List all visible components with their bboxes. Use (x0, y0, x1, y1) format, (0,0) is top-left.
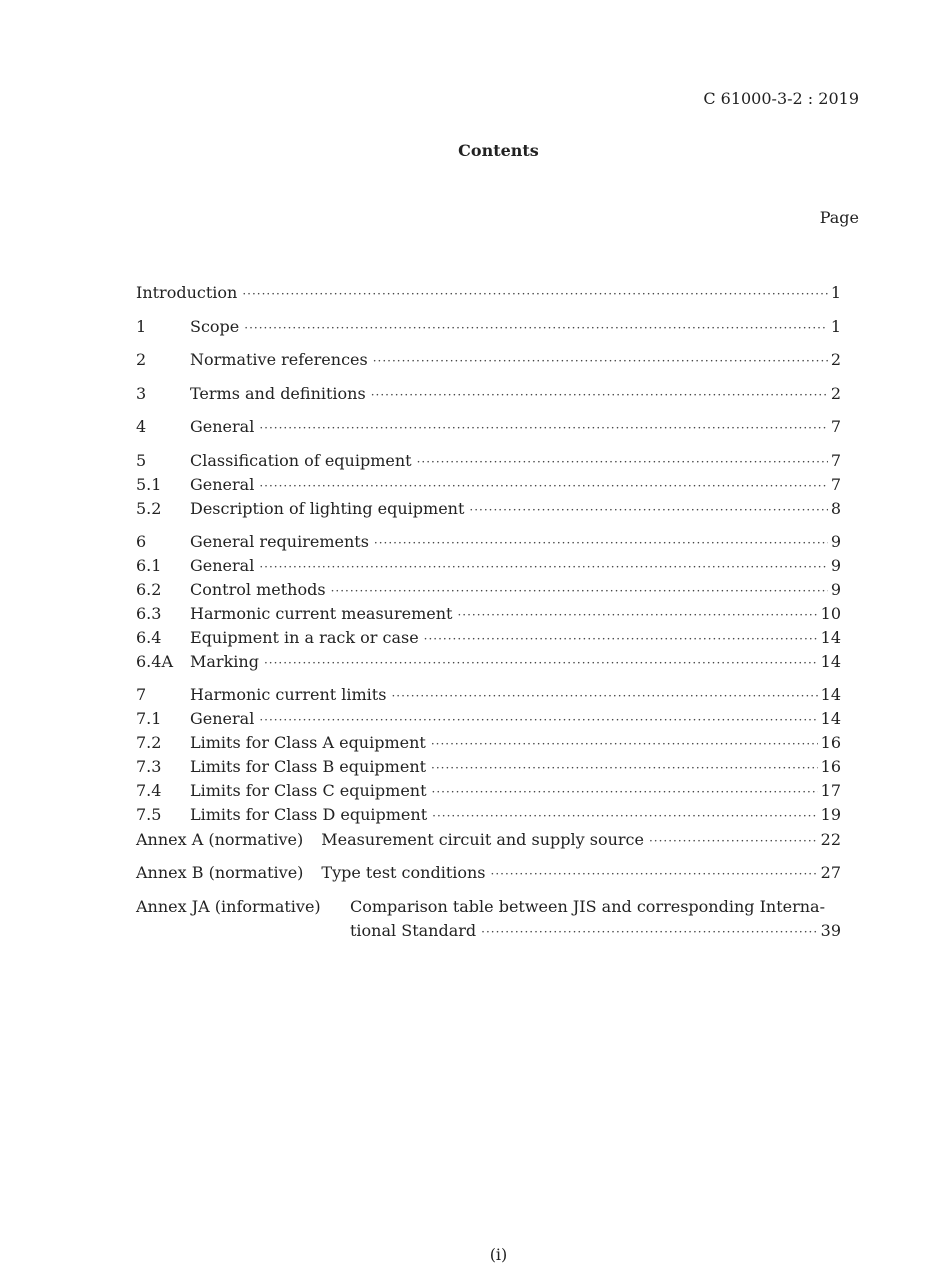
toc-entry-classification[interactable] (136, 450, 841, 472)
toc-leader-dots (242, 283, 827, 305)
toc-entry-page: 10 (820, 604, 841, 623)
toc-entry-title: Introduction (136, 283, 238, 302)
toc-leader-dots (373, 350, 828, 372)
toc-entry-page: 14 (820, 628, 841, 647)
document-number: C 61000-3-2 : 2019 (703, 89, 859, 108)
toc-entry-class-d-limits[interactable] (136, 804, 841, 826)
toc-entry-title: Description of lighting equipment (190, 499, 465, 518)
toc-entry-5-1-general[interactable] (136, 474, 841, 496)
toc-entry-number: 6.3 (136, 604, 162, 623)
toc-entry-class-a-limits[interactable] (136, 732, 841, 754)
toc-entry-general-requirements[interactable] (136, 531, 841, 553)
toc-entry-page: 16 (820, 733, 841, 752)
toc-entry-number: 7.3 (136, 757, 162, 776)
footer-page-number: (i) (489, 1245, 508, 1264)
toc-entry-general[interactable] (136, 416, 841, 438)
toc-entry-title: Limits for Class A equipment (190, 733, 426, 752)
contents-title: Contents (458, 141, 539, 160)
toc-entry-title: Limits for Class C equipment (190, 781, 427, 800)
toc-entry-page: 9 (830, 580, 841, 599)
toc-entry-number: 6 (136, 532, 147, 551)
toc-leader-dots (432, 781, 818, 803)
toc-entry-number: 6.4 (136, 628, 162, 647)
toc-entry-number: 1 (136, 317, 147, 336)
toc-entry-page: 17 (820, 781, 841, 800)
toc-entry-title-continued: tional Standard (350, 921, 477, 940)
page-column-label: Page (819, 208, 859, 227)
toc-entry-page: 27 (820, 863, 841, 882)
toc-leader-dots (259, 556, 827, 578)
toc-entry-title: Harmonic current limits (190, 685, 387, 704)
toc-entry-introduction[interactable] (136, 282, 841, 304)
toc-leader-dots (481, 921, 818, 943)
toc-entry-page: 7 (830, 475, 841, 494)
toc-entry-title: General (190, 709, 255, 728)
toc-entry-number: 5 (136, 451, 147, 470)
toc-entry-title: Scope (190, 317, 240, 336)
toc-entry-page: 7 (830, 417, 841, 436)
toc-entry-page: 22 (820, 830, 841, 849)
toc-entry-page: 2 (830, 384, 841, 403)
toc-entry-number: 7.4 (136, 781, 162, 800)
toc-entry-title: Harmonic current measurement (190, 604, 453, 623)
toc-entry-lighting-equipment[interactable] (136, 498, 841, 520)
toc-entry-page: 9 (830, 556, 841, 575)
toc-entry-page: 14 (820, 652, 841, 671)
toc-entry-title: Normative references (190, 350, 368, 369)
toc-entry-page: 2 (830, 350, 841, 369)
toc-entry-number: 6.2 (136, 580, 162, 599)
toc-leader-dots (244, 317, 828, 339)
toc-entry-page: 14 (820, 709, 841, 728)
toc-entry-number: 7.1 (136, 709, 162, 728)
toc-entry-page: 16 (820, 757, 841, 776)
toc-annex-label: Annex JA (informative) (136, 897, 321, 916)
toc-leader-dots (264, 652, 818, 674)
toc-entry-title: Limits for Class B equipment (190, 757, 427, 776)
toc-entry-harmonic-limits[interactable] (136, 684, 841, 706)
toc-entry-number: 6.1 (136, 556, 162, 575)
toc-entry-title: General requirements (190, 532, 369, 551)
toc-entry-number: 7.2 (136, 733, 162, 752)
toc-entry-page: 19 (820, 805, 841, 824)
toc-leader-dots (259, 417, 827, 439)
toc-entry-title: Control methods (190, 580, 326, 599)
toc-leader-dots (374, 532, 828, 554)
toc-entry-title: Comparison table between JIS and corresponding Interna- (350, 897, 825, 916)
toc-entry-7-1-general[interactable] (136, 708, 841, 730)
toc-leader-dots (371, 384, 828, 406)
toc-annex-label: Annex A (normative) (136, 830, 304, 849)
toc-entry-annex-ja-line2 (350, 920, 841, 942)
toc-entry-6-1-general[interactable] (136, 555, 841, 577)
toc-entry-control-methods[interactable] (136, 579, 841, 601)
toc-entry-number: 7.5 (136, 805, 162, 824)
toc-entry-annex-ja-line1 (136, 896, 841, 918)
toc-entry-rack-or-case[interactable] (136, 627, 841, 649)
toc-leader-dots (457, 604, 817, 626)
toc-entry-normative-references[interactable] (136, 349, 841, 371)
toc-entry-title: Equipment in a rack or case (190, 628, 419, 647)
toc-leader-dots (417, 451, 828, 473)
toc-leader-dots (259, 709, 817, 731)
toc-entry-title: General (190, 417, 255, 436)
toc-leader-dots (469, 499, 827, 521)
toc-leader-dots (649, 830, 818, 852)
toc-entry-terms-and-definitions[interactable] (136, 383, 841, 405)
toc-entry-class-b-limits[interactable] (136, 756, 841, 778)
toc-entry-number: 3 (136, 384, 147, 403)
toc-entry-page: 1 (830, 317, 841, 336)
toc-leader-dots (432, 805, 818, 827)
toc-entry-title: Limits for Class D equipment (190, 805, 428, 824)
toc-entry-page: 9 (830, 532, 841, 551)
toc-entry-class-c-limits[interactable] (136, 780, 841, 802)
toc-leader-dots (391, 685, 817, 707)
toc-entry-page: 8 (830, 499, 841, 518)
toc-leader-dots (491, 863, 818, 885)
toc-leader-dots (431, 733, 818, 755)
toc-annex-label: Annex B (normative) (136, 863, 304, 882)
toc-entry-number: 6.4A (136, 652, 173, 671)
toc-entry-number: 4 (136, 417, 147, 436)
toc-entry-title: Terms and definitions (190, 384, 366, 403)
toc-entry-number: 2 (136, 350, 147, 369)
toc-entry-page: 1 (830, 283, 841, 302)
toc-entry-title: General (190, 556, 255, 575)
toc-entry-title: Measurement circuit and supply source (321, 830, 644, 849)
toc-leader-dots (431, 757, 818, 779)
toc-leader-dots (424, 628, 818, 650)
toc-entry-page: 39 (820, 921, 841, 940)
toc-leader-dots (259, 475, 827, 497)
toc-entry-marking[interactable] (136, 651, 841, 673)
toc-entry-annex-a[interactable] (136, 829, 841, 851)
toc-entry-title: Marking (190, 652, 259, 671)
toc-entry-annex-b[interactable] (136, 862, 841, 884)
toc-entry-title: General (190, 475, 255, 494)
toc-entry-page: 14 (820, 685, 841, 704)
toc-entry-title: Classification of equipment (190, 451, 412, 470)
toc-entry-scope[interactable] (136, 316, 841, 338)
toc-leader-dots (331, 580, 828, 602)
toc-entry-title: Type test conditions (321, 863, 486, 882)
toc-entry-page: 7 (830, 451, 841, 470)
toc-entry-number: 5.1 (136, 475, 162, 494)
toc-entry-harmonic-measurement[interactable] (136, 603, 841, 625)
toc-entry-number: 7 (136, 685, 147, 704)
toc-entry-number: 5.2 (136, 499, 162, 518)
